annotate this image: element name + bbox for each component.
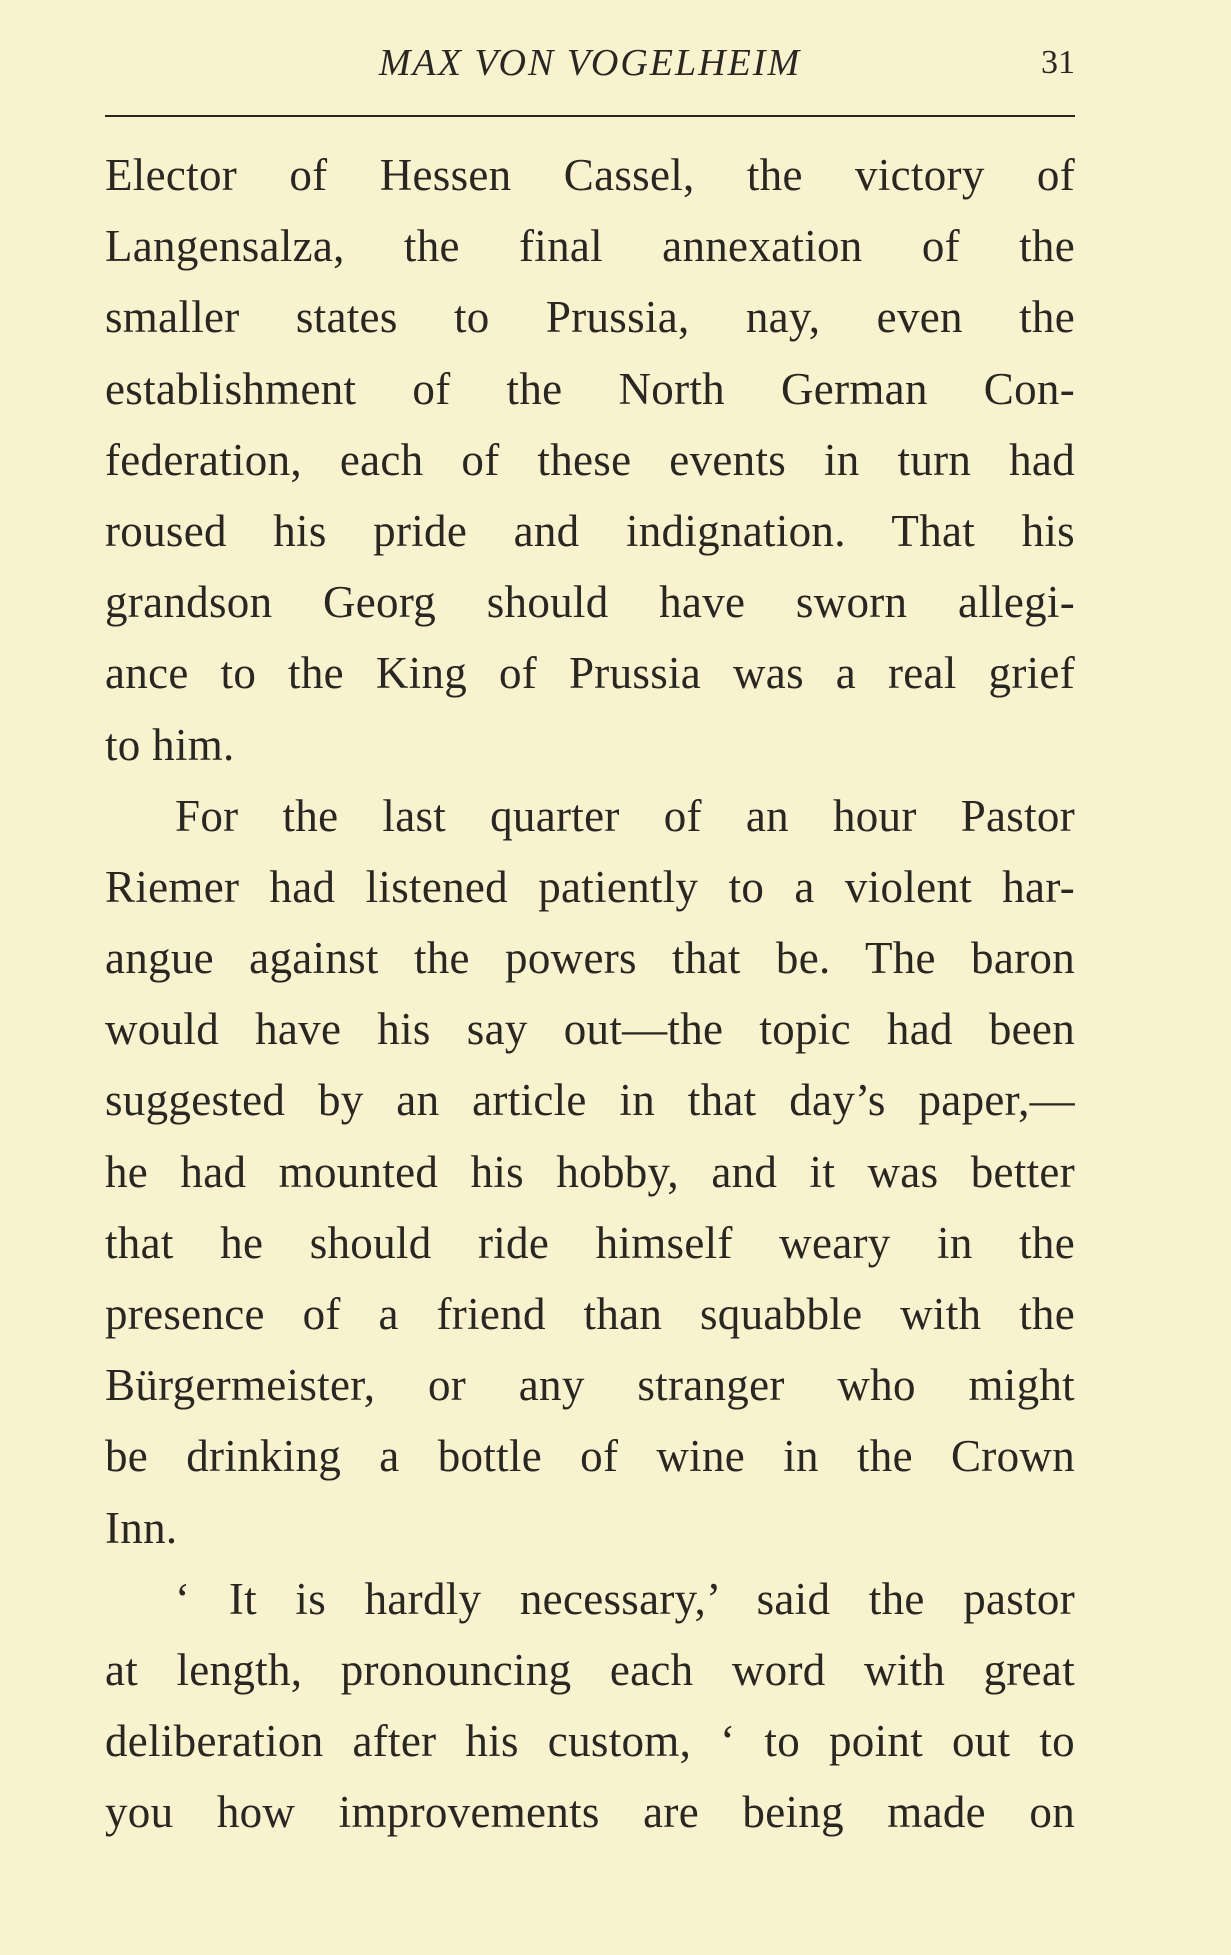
text-line: establishment of the North German Con- [105, 363, 1075, 414]
text-line: at length, pronouncing each word with great [105, 1644, 1075, 1695]
text-line: be drinking a bottle of wine in the Crown [105, 1431, 1075, 1482]
page-number: 31 [1041, 44, 1075, 81]
text-line: ance to the King of Prussia was a real grief [105, 648, 1075, 699]
text-line: Langensalza, the final annexation of the [105, 221, 1075, 272]
text-line: that he should ride himself weary in the [105, 1217, 1075, 1268]
text-line: Bürgermeister, or any stranger who might [105, 1360, 1075, 1411]
text-line: he had mounted his hobby, and it was better [105, 1146, 1075, 1197]
text-line: roused his pride and indignation. That his [105, 505, 1075, 556]
running-head [105, 38, 1075, 88]
text-line: Inn. [105, 1502, 178, 1553]
header-rule [105, 115, 1075, 117]
body-text [105, 140, 1075, 1849]
text-line: federation, each of these events in turn had [105, 434, 1075, 485]
text-line: to him. [105, 719, 235, 770]
text-line: Riemer had listened patiently to a violent har- [105, 861, 1075, 912]
text-line: suggested by an article in that day’s paper,— [105, 1075, 1075, 1126]
text-line: grandson Georg should have sworn allegi- [105, 577, 1075, 628]
text-line: you how improvements are being made on [105, 1787, 1075, 1838]
running-title: MAX VON VOGELHEIM [378, 42, 802, 84]
text-line: presence of a friend than squabble with the [105, 1289, 1075, 1339]
text-line: would have his say out—the topic had been [105, 1004, 1075, 1055]
text-line: For the last quarter of an hour Pastor [175, 790, 1075, 841]
text-line: ‘ It is hardly necessary,’ said the pastor [175, 1573, 1075, 1624]
text-line: smaller states to Prussia, nay, even the [105, 292, 1075, 343]
text-line: deliberation after his custom, ‘ to point out to [105, 1716, 1075, 1767]
text-line: angue against the powers that be. The baron [105, 933, 1075, 984]
text-line: Elector of Hessen Cassel, the victory of [105, 150, 1075, 200]
